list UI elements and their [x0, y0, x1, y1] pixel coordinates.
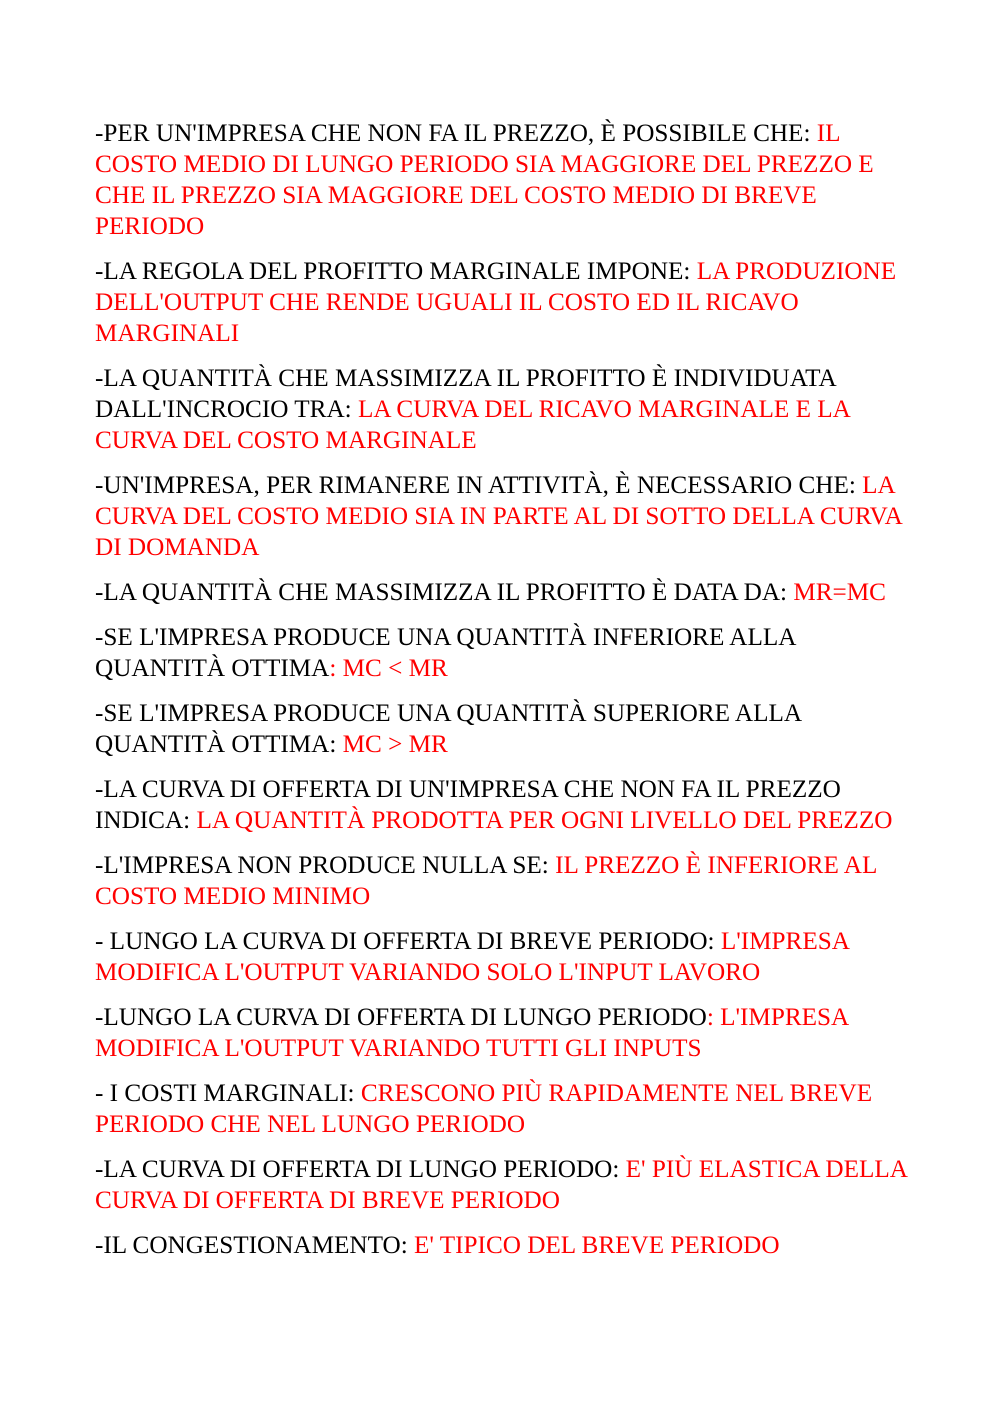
qa-item [95, 698, 910, 760]
question-text: -LA QUANTITÀ CHE MASSIMIZZA IL PROFITTO È DATA DA: [95, 579, 794, 606]
answer-text: IL COSTO MEDIO DI LUNGO PERIODO SIA MAGGIORE DEL PREZZO E CHE IL PREZZO SIA MAGGIORE DEL COSTO MEDIO DI BREVE PERIODO [95, 120, 874, 240]
qa-item [95, 118, 910, 242]
qa-item [95, 470, 910, 563]
qa-item [95, 577, 910, 608]
qa-item [95, 363, 910, 456]
question-text: - I COSTI MARGINALI: [95, 1080, 361, 1107]
question-text: -LUNGO LA CURVA DI OFFERTA DI LUNGO PERIODO [95, 1004, 707, 1031]
answer-text: LA PRODUZIONE DELL'OUTPUT CHE RENDE UGUALI IL COSTO ED IL RICAVO MARGINALI [95, 258, 897, 347]
document-page [95, 118, 910, 1275]
answer-text: E' PIÙ ELASTICA DELLA CURVA DI OFFERTA DI BREVE PERIODO [95, 1156, 907, 1214]
answer-text: LA CURVA DEL COSTO MEDIO SIA IN PARTE AL DI SOTTO DELLA CURVA DI DOMANDA [95, 472, 902, 561]
answer-text: LA CURVA DEL RICAVO MARGINALE E LA CURVA DEL COSTO MARGINALE [95, 396, 850, 454]
question-text: -LA CURVA DI OFFERTA DI LUNGO PERIODO: [95, 1156, 626, 1183]
question-text: -LA QUANTITÀ CHE MASSIMIZZA IL PROFITTO È INDIVIDUATA DALL'INCROCIO TRA: [95, 365, 836, 423]
qa-item [95, 256, 910, 349]
question-text: -LA REGOLA DEL PROFITTO MARGINALE IMPONE: [95, 258, 697, 285]
qa-item [95, 926, 910, 988]
question-text: -PER UN'IMPRESA CHE NON FA IL PREZZO, È POSSIBILE CHE: [95, 120, 817, 147]
qa-item [95, 850, 910, 912]
qa-item [95, 1002, 910, 1064]
question-text: -IL CONGESTIONAMENTO: [95, 1232, 415, 1259]
question-text: -SE L'IMPRESA PRODUCE UNA QUANTITÀ INFERIORE ALLA QUANTITÀ OTTIMA [95, 624, 796, 682]
question-text: -LA CURVA DI OFFERTA DI UN'IMPRESA CHE NON FA IL PREZZO INDICA: [95, 776, 841, 834]
answer-text: IL PREZZO È INFERIORE AL COSTO MEDIO MINIMO [95, 852, 877, 910]
answer-text: MR=MC [793, 579, 886, 606]
answer-text: E' TIPICO DEL BREVE PERIODO [414, 1232, 780, 1259]
qa-item [95, 774, 910, 836]
answer-text: LA QUANTITÀ PRODOTTA PER OGNI LIVELLO DEL PREZZO [196, 807, 893, 834]
qa-item [95, 1154, 910, 1216]
question-text: -SE L'IMPRESA PRODUCE UNA QUANTITÀ SUPERIORE ALLA QUANTITÀ OTTIMA: [95, 700, 801, 758]
qa-item [95, 1078, 910, 1140]
answer-text: MC > MR [342, 731, 448, 758]
question-text: -UN'IMPRESA, PER RIMANERE IN ATTIVITÀ, È NECESSARIO CHE: [95, 472, 863, 499]
question-text: - LUNGO LA CURVA DI OFFERTA DI BREVE PERIODO: [95, 928, 721, 955]
answer-text: : L'IMPRESA MODIFICA L'OUTPUT VARIANDO TUTTI GLI INPUTS [95, 1004, 848, 1062]
answer-text: L'IMPRESA MODIFICA L'OUTPUT VARIANDO SOLO L'INPUT LAVORO [95, 928, 849, 986]
answer-text: : MC < MR [329, 655, 448, 682]
qa-item [95, 1230, 910, 1261]
answer-text: CRESCONO PIÙ RAPIDAMENTE NEL BREVE PERIODO CHE NEL LUNGO PERIODO [95, 1080, 873, 1138]
question-text: -L'IMPRESA NON PRODUCE NULLA SE: [95, 852, 556, 879]
qa-item [95, 622, 910, 684]
